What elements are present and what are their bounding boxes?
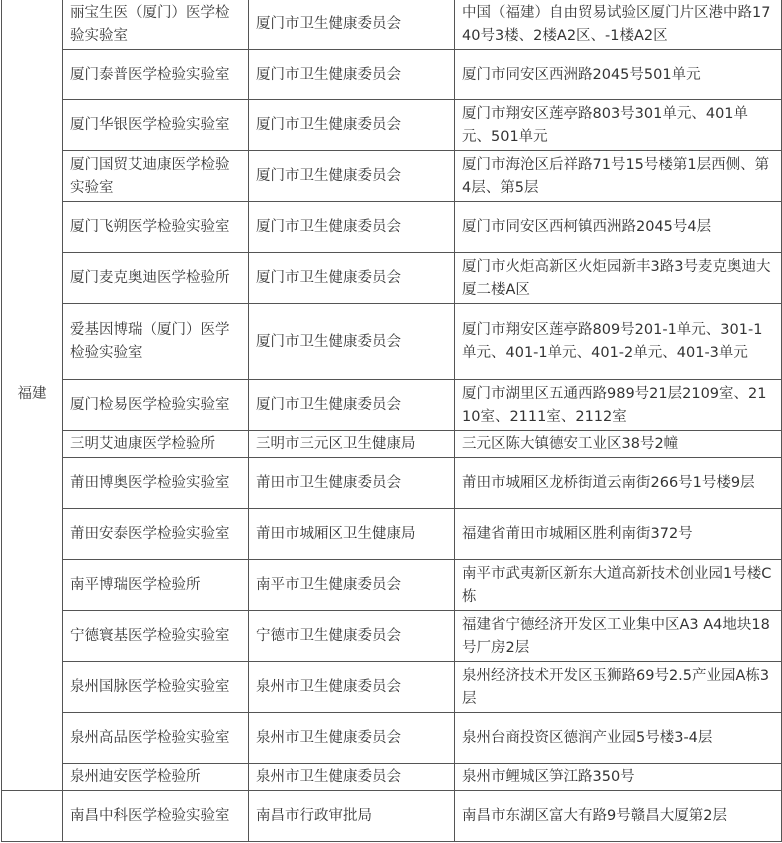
- lab-name-cell: 厦门泰普医学检验实验室: [63, 50, 249, 100]
- authority-cell: 南昌市行政审批局: [249, 791, 455, 842]
- address-cell: 莆田市城厢区龙桥街道云南街266号1号楼9层: [455, 458, 782, 509]
- table-row: [2, 431, 782, 458]
- address-cell: 厦门市翔安区莲亭路809号201-1单元、301-1单元、401-1单元、401-2单元、401-3单元: [455, 304, 782, 380]
- address-cell: 福建省宁德经济开发区工业集中区A3 A4地块18号厂房2层: [455, 611, 782, 662]
- table-row: [2, 151, 782, 202]
- lab-name-cell: 丽宝生医（厦门）医学检验实验室: [63, 0, 249, 50]
- lab-name-cell: 南平博瑞医学检验所: [63, 560, 249, 611]
- address-cell: 福建省莆田市城厢区胜利南街372号: [455, 509, 782, 560]
- table-row: [2, 0, 782, 50]
- address-cell: 泉州台商投资区德润产业园5号楼3-4层: [455, 713, 782, 764]
- lab-registry-table: [1, 0, 782, 842]
- lab-name-cell: 泉州迪安医学检验所: [63, 764, 249, 791]
- authority-cell: 莆田市卫生健康委员会: [249, 458, 455, 509]
- authority-cell: 厦门市卫生健康委员会: [249, 202, 455, 253]
- table-row: [2, 50, 782, 100]
- authority-cell: 莆田市城厢区卫生健康局: [249, 509, 455, 560]
- address-cell: 厦门市同安区西柯镇西洲路2045号4层: [455, 202, 782, 253]
- authority-cell: 泉州市卫生健康委员会: [249, 713, 455, 764]
- authority-cell: 泉州市卫生健康委员会: [249, 662, 455, 713]
- lab-name-cell: 三明艾迪康医学检验所: [63, 431, 249, 458]
- lab-name-cell: 厦门国贸艾迪康医学检验实验室: [63, 151, 249, 202]
- address-cell: 厦门市同安区西洲路2045号501单元: [455, 50, 782, 100]
- table-row: [2, 100, 782, 151]
- address-cell: 厦门市湖里区五通西路989号21层2109室、2110室、2111室、2112室: [455, 380, 782, 431]
- lab-name-cell: 爱基因博瑞（厦门）医学检验实验室: [63, 304, 249, 380]
- lab-name-cell: 厦门飞朔医学检验实验室: [63, 202, 249, 253]
- lab-name-cell: 厦门华银医学检验实验室: [63, 100, 249, 151]
- table-row: [2, 253, 782, 304]
- address-cell: 三元区陈大镇德安工业区38号2幢: [455, 431, 782, 458]
- lab-name-cell: 莆田安泰医学检验实验室: [63, 509, 249, 560]
- table-row: [2, 662, 782, 713]
- table-row: [2, 791, 782, 842]
- address-cell: 厦门市翔安区莲亭路803号301单元、401单元、501单元: [455, 100, 782, 151]
- authority-cell: 厦门市卫生健康委员会: [249, 253, 455, 304]
- authority-cell: 厦门市卫生健康委员会: [249, 0, 455, 50]
- lab-name-cell: 厦门麦克奥迪医学检验所: [63, 253, 249, 304]
- address-cell: 南昌市东湖区富大有路9号赣昌大厦第2层: [455, 791, 782, 842]
- address-cell: 厦门市海沧区后祥路71号15号楼第1层西侧、第4层、第5层: [455, 151, 782, 202]
- table-row: [2, 458, 782, 509]
- authority-cell: 厦门市卫生健康委员会: [249, 50, 455, 100]
- authority-cell: 泉州市卫生健康委员会: [249, 764, 455, 791]
- table-row: [2, 509, 782, 560]
- table-row: [2, 560, 782, 611]
- table-row: [2, 202, 782, 253]
- authority-cell: 厦门市卫生健康委员会: [249, 380, 455, 431]
- authority-cell: 宁德市卫生健康委员会: [249, 611, 455, 662]
- lab-name-cell: 宁德寰基医学检验实验室: [63, 611, 249, 662]
- province-cell: 福建: [2, 0, 63, 791]
- address-cell: 泉州经济技术开发区玉狮路69号2.5产业园A栋3层: [455, 662, 782, 713]
- table-row: [2, 304, 782, 380]
- table-row: [2, 380, 782, 431]
- address-cell: 泉州市鲤城区笋江路350号: [455, 764, 782, 791]
- lab-name-cell: 厦门检易医学检验实验室: [63, 380, 249, 431]
- lab-name-cell: 南昌中科医学检验实验室: [63, 791, 249, 842]
- province-cell: [2, 791, 63, 842]
- address-cell: 中国（福建）自由贸易试验区厦门片区港中路1740号3楼、2楼A2区、-1楼A2区: [455, 0, 782, 50]
- table-row: [2, 713, 782, 764]
- table-row: [2, 611, 782, 662]
- table-row: [2, 764, 782, 791]
- lab-name-cell: 莆田博奥医学检验实验室: [63, 458, 249, 509]
- authority-cell: 三明市三元区卫生健康局: [249, 431, 455, 458]
- address-cell: 厦门市火炬高新区火炬园新丰3路3号麦克奥迪大厦二楼A区: [455, 253, 782, 304]
- lab-name-cell: 泉州高品医学检验实验室: [63, 713, 249, 764]
- address-cell: 南平市武夷新区新东大道高新技术创业园1号楼C栋: [455, 560, 782, 611]
- table-body: [2, 0, 782, 842]
- authority-cell: 南平市卫生健康委员会: [249, 560, 455, 611]
- authority-cell: 厦门市卫生健康委员会: [249, 151, 455, 202]
- lab-name-cell: 泉州国脉医学检验实验室: [63, 662, 249, 713]
- authority-cell: 厦门市卫生健康委员会: [249, 304, 455, 380]
- authority-cell: 厦门市卫生健康委员会: [249, 100, 455, 151]
